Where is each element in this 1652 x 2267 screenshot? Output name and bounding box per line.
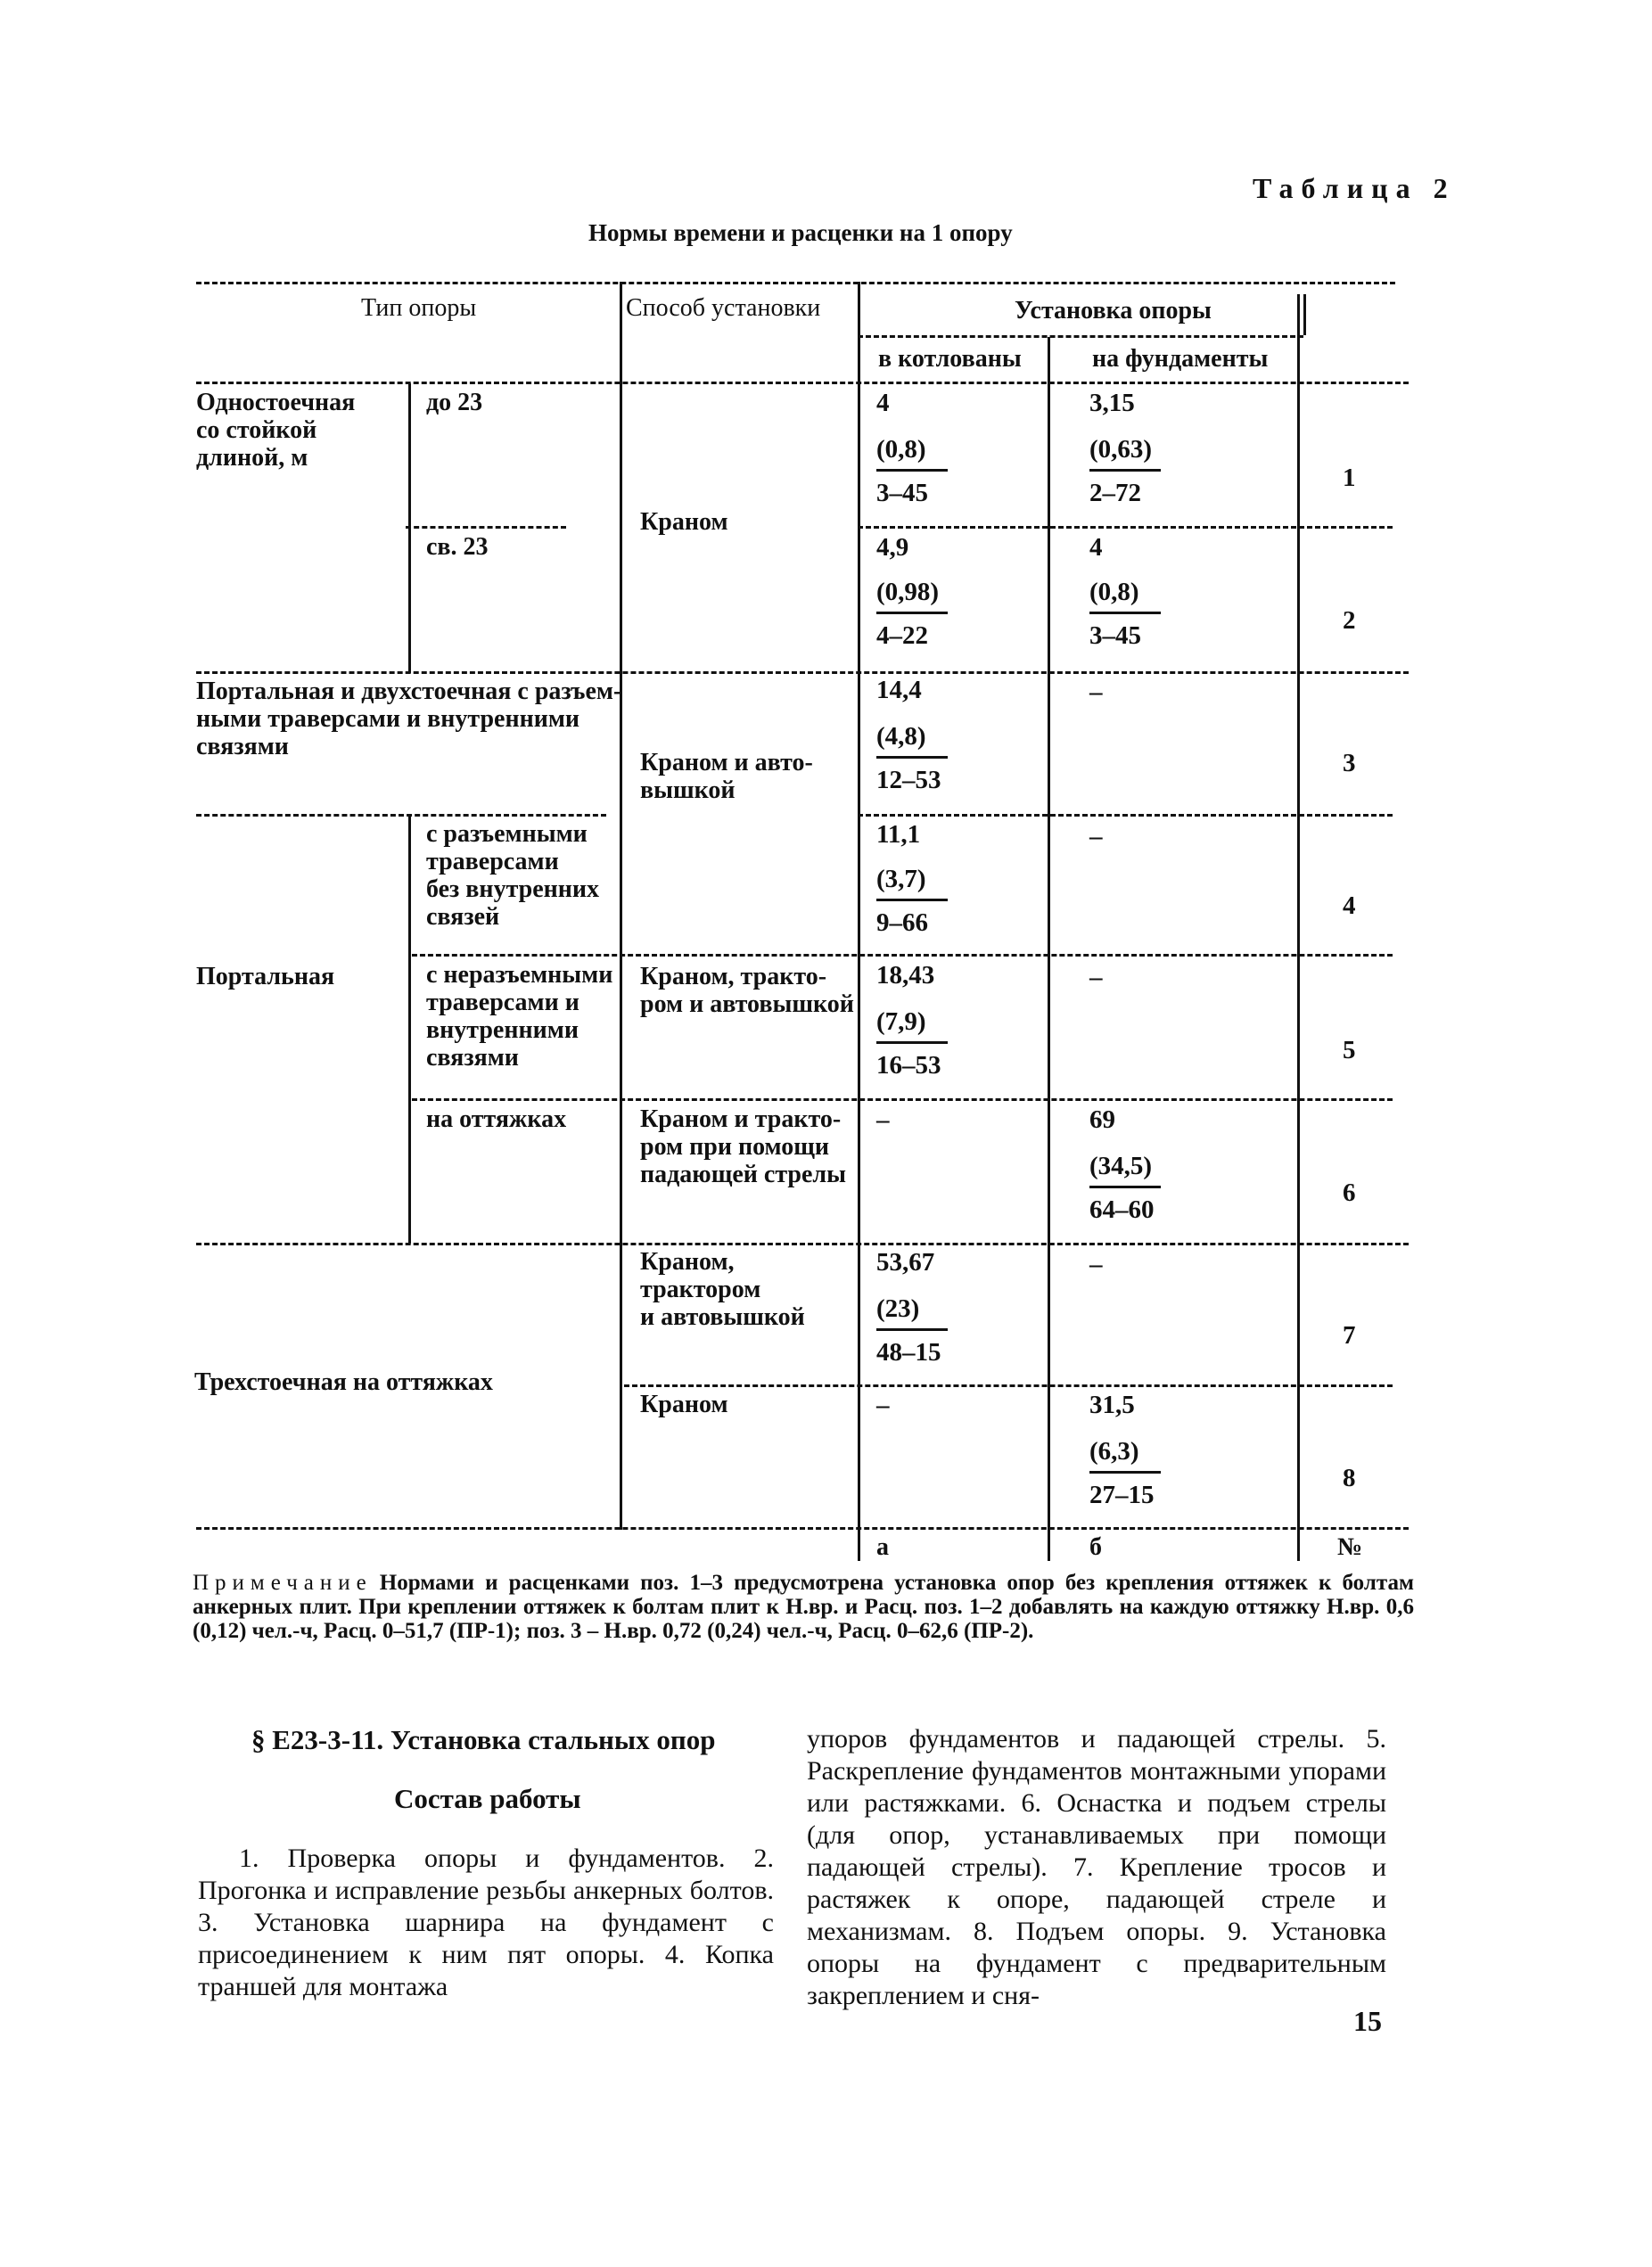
r4-pit-norm: 11,1: [876, 820, 921, 849]
table-title: Нормы времени и расценки на 1 опору: [588, 219, 1013, 246]
r2-found-frac: [1089, 578, 1161, 650]
r7-pit-frac: [876, 1294, 948, 1367]
r2-found-rate: 3–45: [1089, 621, 1141, 650]
sub-nonsplit-line2: траверсами и: [426, 989, 579, 1016]
col-sep-sub-2: [408, 816, 411, 1244]
r5-no: 5: [1343, 1036, 1356, 1064]
method-crane-tractor-tower2: [640, 1248, 805, 1331]
r7-pit-norm: 53,67: [876, 1248, 935, 1277]
r5-pit-rate: 16–53: [876, 1051, 941, 1080]
group-portal-two: [196, 678, 621, 760]
r1-found-frac: [1089, 435, 1161, 507]
col-sep-pit: [1048, 337, 1050, 1561]
method-ctt-line1: Краном, тракто-: [640, 963, 827, 990]
sub-over23: св. 23: [426, 533, 489, 561]
r8-no: 8: [1343, 1464, 1356, 1492]
method-ctb-line2: ром при помощи: [640, 1133, 830, 1161]
method-crane-tower: [640, 749, 813, 804]
r6-found-crew: (34,5): [1089, 1152, 1153, 1180]
group-single-line3: длиной, м: [196, 444, 308, 472]
row-rule-2: [196, 671, 1409, 674]
sub-split-line4: связей: [426, 903, 500, 931]
header-method: Способ установки: [626, 294, 821, 322]
r1-found-rate: 2–72: [1089, 479, 1141, 507]
r3-found-norm: –: [1089, 678, 1103, 706]
footer-no: №: [1337, 1533, 1363, 1561]
r3-pit-rate: 12–53: [876, 766, 941, 794]
row-rule-1b: [858, 526, 1393, 529]
r1-no: 1: [1343, 464, 1356, 492]
r6-found-norm: 69: [1089, 1105, 1115, 1134]
r5-pit-crew: (7,9): [876, 1007, 926, 1036]
r4-found-norm: –: [1089, 822, 1103, 850]
method-crane-tower-line1: Краном и авто-: [640, 749, 813, 776]
row-rule-7: [624, 1384, 1393, 1387]
sub-nonsplit-line1: с неразъемными: [426, 961, 613, 989]
method-crane-tower-line2: вышкой: [640, 776, 736, 804]
r2-found-crew: (0,8): [1089, 578, 1139, 606]
header-foundation: на фундаменты: [1092, 345, 1269, 373]
r1-pit-rate: 3–45: [876, 479, 928, 507]
row-rule-3b: [858, 814, 1393, 817]
r5-pit-norm: 18,43: [876, 961, 935, 990]
group-single: [196, 389, 355, 472]
method-ctb-line1: Краном и тракто-: [640, 1105, 842, 1133]
method-ctb-line3: падающей стрелы: [640, 1161, 846, 1188]
r7-pit-crew: (23): [876, 1294, 920, 1323]
r6-found-rate: 64–60: [1089, 1195, 1155, 1224]
table-top-rule: [196, 282, 1395, 284]
table-note: [193, 1571, 1414, 1643]
method-crane-2: Краном: [640, 1391, 728, 1418]
row-rule-3a: [196, 814, 606, 817]
r5-pit-frac: [876, 1007, 948, 1080]
r7-no: 7: [1343, 1321, 1356, 1350]
r2-found-norm: 4: [1089, 533, 1103, 562]
header-bottom-rule: [196, 382, 1409, 384]
method-ctt2-line2: трактором: [640, 1276, 761, 1303]
sub-nonsplit: [426, 961, 612, 1072]
col-sep-type: [620, 282, 622, 1530]
r2-no: 2: [1343, 606, 1356, 635]
r3-pit-norm: 14,4: [876, 676, 922, 704]
sub-split-line2: траверсами: [426, 848, 559, 875]
method-ctt-line2: ром и автовышкой: [640, 990, 854, 1018]
r7-pit-rate: 48–15: [876, 1338, 941, 1367]
r3-no: 3: [1343, 749, 1356, 777]
header-sub-rule: [858, 335, 1303, 338]
table-label: Таблица 2: [1253, 172, 1456, 204]
sub-split-line3: без внутренних: [426, 875, 600, 903]
note-text: Нормами и расценками поз. 1–3 предусмотрена установка опор без крепления оттяжек к болтам анкерных плит. При креплении оттяжек к болтам плит к Н.вр. и Расц. поз. 1–2 добавлять на каждую оттяжку Н.вр. 0,6 (0,12) чел.-ч, Расц. 0–51,7 (ПР-1); поз. 3 – Н.вр. 0,72 (0,24) чел.-ч, Расц. 0–62,6 (ПР-2).: [193, 1571, 1414, 1643]
sub-nonsplit-line4: связями: [426, 1044, 519, 1072]
r4-pit-rate: 9–66: [876, 908, 928, 937]
r1-found-norm: 3,15: [1089, 389, 1135, 417]
header-type: Тип опоры: [361, 294, 477, 322]
r1-pit-crew: (0,8): [876, 435, 926, 464]
sub-nonsplit-line3: внутренними: [426, 1016, 579, 1044]
method-crane: Краном: [640, 508, 728, 536]
r1-found-crew: (0,63): [1089, 435, 1153, 464]
r1-pit-frac: [876, 435, 948, 507]
r8-found-frac: [1089, 1437, 1161, 1509]
r8-found-norm: 31,5: [1089, 1391, 1135, 1419]
r2-pit-frac: [876, 578, 948, 650]
body-left-column: 1. Проверка опоры и фундаментов. 2. Прогонка и исправление резьбы анкерных болтов. 3. Установка шарнира на фундамент с присоединением к ним пят опоры. 4. Копка траншей для монтажа: [198, 1844, 774, 2001]
group-portal-two-line2: ными траверсами и внутренними: [196, 705, 580, 733]
work-title: Состав работы: [394, 1783, 581, 1814]
sub-split-line1: с разъемными: [426, 820, 588, 848]
row-rule-4: [412, 954, 1393, 957]
r6-no: 6: [1343, 1179, 1356, 1207]
row-rule-6: [196, 1243, 1409, 1245]
method-crane-tractor-boom: [640, 1105, 846, 1188]
body-right-column: упоров фундаментов и падающей стрелы. 5. Раскрепление фундаментов монтажными упорами или растяжками. 6. Оснастка и подъем стрелы (для опор, устанавливаемых при помощи падающей стрелы). 7. Крепление тросов и растяжек к опоре, падающей стреле и механизмам. 8. Подъем опоры. 9. Установка опоры на фундамент с предварительным закреплением и сня-: [807, 1724, 1386, 2010]
method-ctt2-line1: Краном,: [640, 1248, 735, 1276]
r2-pit-norm: 4,9: [876, 533, 909, 562]
table-bottom-rule: [196, 1527, 1409, 1530]
section-title: § Е23-3-11. Установка стальных опор: [251, 1724, 716, 1755]
group-portal: Портальная: [196, 963, 335, 990]
r5-found-norm: –: [1089, 963, 1103, 991]
col-sep-found: [1297, 294, 1300, 1561]
r8-found-crew: (6,3): [1089, 1437, 1139, 1466]
row-rule-5: [412, 1098, 1393, 1101]
footer-b: б: [1089, 1533, 1102, 1561]
header-install: Установка опоры: [1015, 297, 1212, 324]
r8-found-rate: 27–15: [1089, 1481, 1155, 1509]
col-sep-sub: [408, 383, 411, 673]
r3-pit-crew: (4,8): [876, 722, 926, 751]
r3-pit-frac: [876, 722, 948, 794]
sub-split: [426, 820, 599, 931]
group-portal-two-line3: связями: [196, 733, 289, 760]
sub-up23: до 23: [426, 389, 483, 416]
r2-pit-crew: (0,98): [876, 578, 940, 606]
row-rule-1: [406, 526, 566, 529]
r7-found-norm: –: [1089, 1250, 1103, 1278]
header-pit: в котлованы: [878, 345, 1022, 373]
col-sep-method: [858, 282, 860, 1561]
r8-pit-norm: –: [876, 1391, 890, 1419]
header-right-tick: [1303, 294, 1306, 335]
group-portal-two-line1: Портальная и двухстоечная с разъем-: [196, 678, 622, 705]
r2-pit-rate: 4–22: [876, 621, 928, 650]
page-number: 15: [1353, 2005, 1382, 2037]
r1-pit-norm: 4: [876, 389, 890, 417]
r4-no: 4: [1343, 891, 1356, 920]
r6-found-frac: [1089, 1152, 1161, 1224]
method-ctt2-line3: и автовышкой: [640, 1303, 805, 1331]
group-single-line1: Одностоечная: [196, 389, 356, 416]
r4-pit-crew: (3,7): [876, 865, 926, 893]
r6-pit-norm: –: [876, 1105, 890, 1134]
group-single-line2: со стойкой: [196, 416, 317, 444]
method-crane-tractor-tower: [640, 963, 854, 1018]
note-label: Примечание: [193, 1571, 373, 1595]
footer-a: а: [876, 1533, 889, 1561]
r4-pit-frac: [876, 865, 948, 937]
group-three: Трехстоечная на оттяжках: [194, 1368, 493, 1396]
sub-guyed: на оттяжках: [426, 1105, 567, 1133]
